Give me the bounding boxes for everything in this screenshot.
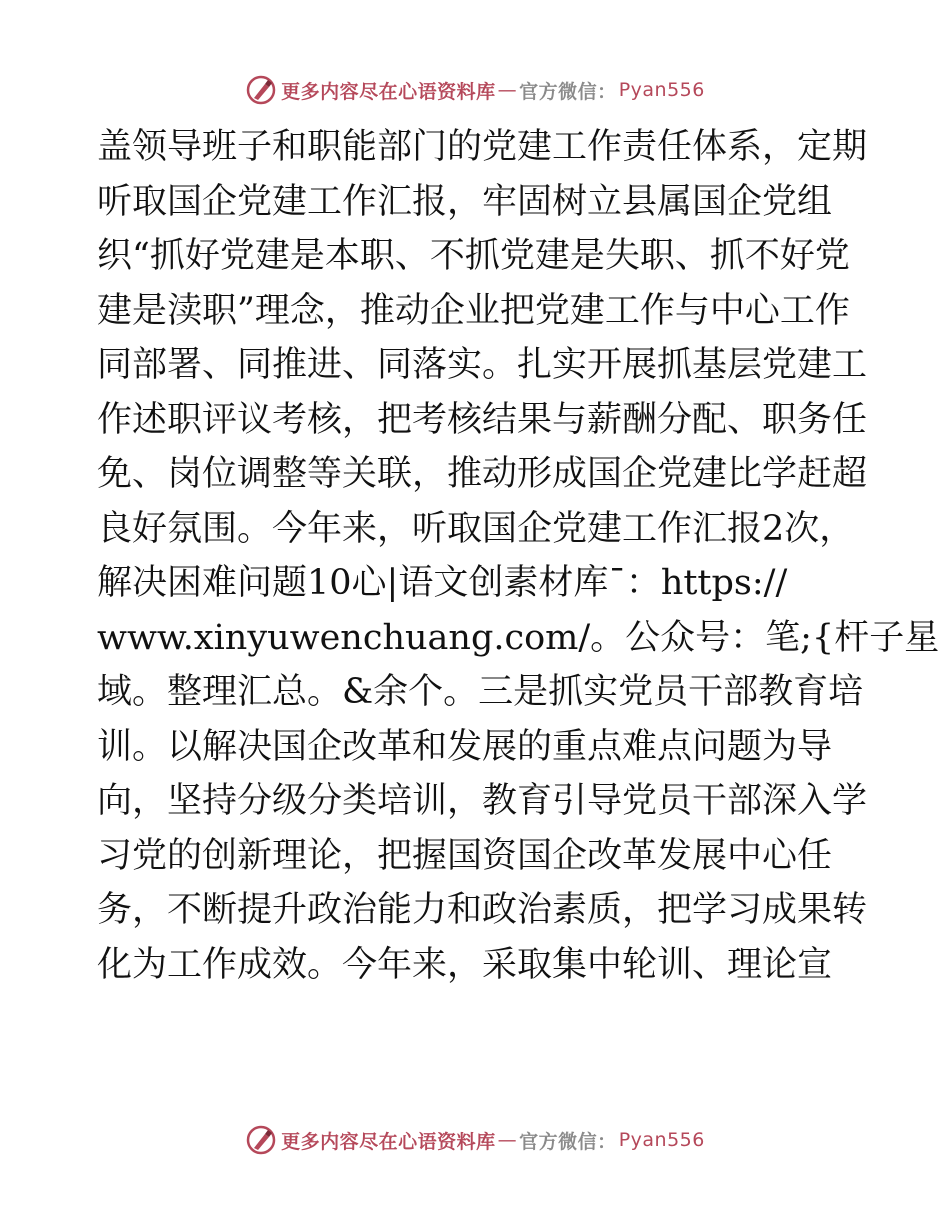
footer-banner: [0, 1120, 950, 1160]
text-line: 习党的创新理论，把握国资国企改革发展中心任: [97, 835, 833, 876]
text-line: 向，坚持分级分类培训，教育引导党员干部深入学: [97, 781, 868, 821]
text-line: 作述职评议考核，把考核结果与薪酬分配、职务任: [97, 399, 868, 440]
text-line: 建是渎职”理念，推动企业把党建工作与中心工作: [97, 290, 850, 331]
text-line: 良好氛围。今年来，听取国企党建工作汇报2次，: [97, 508, 855, 549]
text-line: 免、岗位调整等关联，推动形成国企党建比学赶超: [97, 454, 868, 494]
text-line: 务，不断提升政治能力和政治素质，把学习成果转: [97, 890, 868, 930]
banner-wechat-label: 官方微信：: [519, 80, 617, 103]
text-line: 域。整理汇总。&余个。三是抓实党员干部教育培: [97, 672, 864, 712]
text-line: 化为工作成效。今年来，采取集中轮训、理论宣: [97, 944, 833, 985]
text-line: 盖领导班子和职能部门的党建工作责任体系，定期: [97, 127, 868, 167]
pen-logo-icon: [245, 74, 277, 106]
banner-title: 更多内容尽在心语资料库: [281, 80, 496, 103]
text-line: 同部署、同推进、同落实。扎实开展抓基层党建工: [97, 345, 868, 385]
document-body: [97, 120, 940, 992]
text-line: 听取国企党建工作汇报，牢固树立县属国企党组: [97, 181, 833, 222]
banner-wechat-label: 官方微信：: [519, 1130, 617, 1153]
pen-logo-icon: [245, 1124, 277, 1156]
banner-separator: —: [497, 1129, 518, 1151]
banner-wechat-id: Pyan556: [618, 1129, 705, 1151]
text-line: 解决困难问题10心|语文创素材库¯：https://: [97, 563, 788, 603]
text-line: 训。以解决国企改革和发展的重点难点问题为导: [97, 726, 833, 767]
text-line: www.xinyuwenchuang.com/。公众号：笔;{杆子星: [97, 617, 940, 658]
banner-wechat-id: Pyan556: [618, 79, 705, 101]
banner-separator: —: [497, 79, 518, 101]
text-line: 织“抓好党建是本职、不抓党建是失职、抓不好党: [97, 236, 850, 276]
banner-title: 更多内容尽在心语资料库: [281, 1130, 496, 1153]
header-banner: [0, 70, 950, 110]
